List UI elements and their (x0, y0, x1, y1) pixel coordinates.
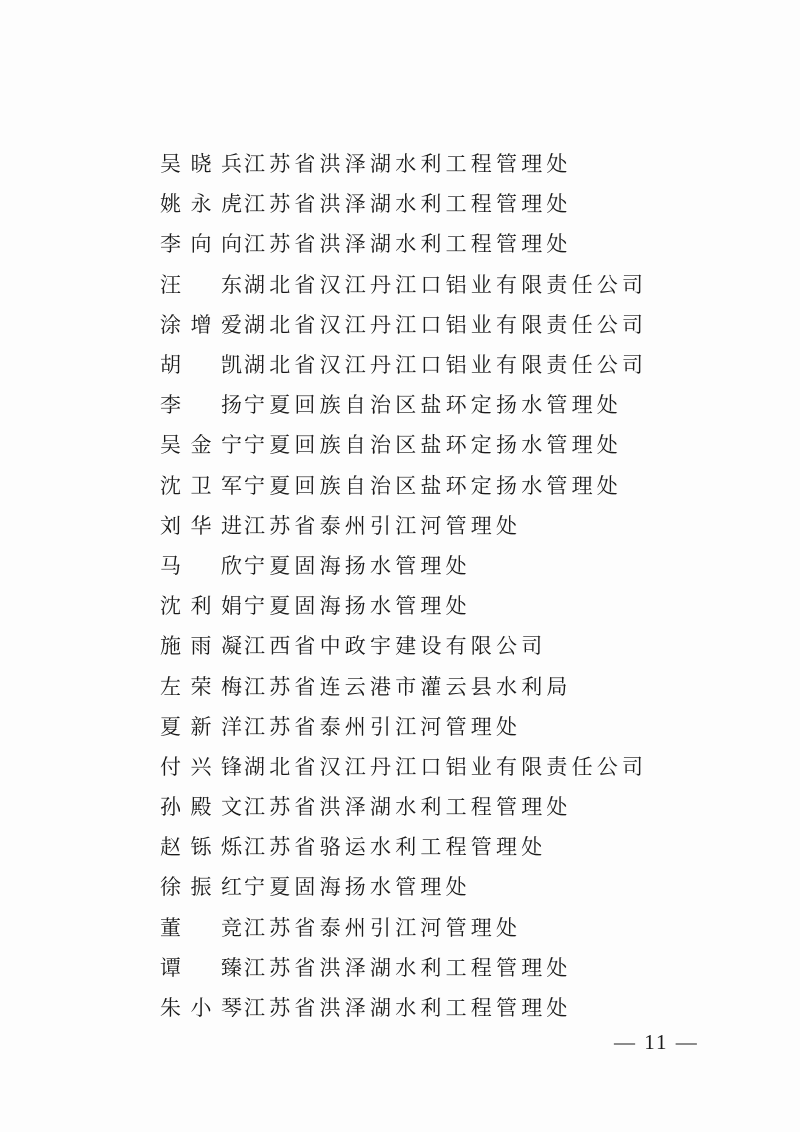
list-item (160, 625, 647, 665)
person-name: 谭臻 (160, 955, 244, 980)
honoree-list (160, 143, 647, 1027)
person-name: 付兴锋 (160, 754, 244, 779)
list-item (160, 947, 647, 987)
list-item (160, 826, 647, 866)
list-item (160, 304, 647, 344)
person-name: 李向向 (160, 232, 244, 257)
organization-name: 江苏省洪泽湖水利工程管理处 (244, 955, 572, 980)
organization-name: 湖北省汉江丹江口铝业有限责任公司 (244, 754, 648, 779)
list-item (160, 585, 647, 625)
person-name: 刘华进 (160, 513, 244, 538)
organization-name: 湖北省汉江丹江口铝业有限责任公司 (244, 272, 648, 297)
organization-name: 江苏省连云港市灌云县水利局 (244, 674, 572, 699)
person-name: 李扬 (160, 393, 244, 418)
list-item (160, 143, 647, 183)
person-name: 赵铄烁 (160, 835, 244, 860)
organization-name: 江苏省泰州引江河管理处 (244, 915, 522, 940)
organization-name: 江苏省洪泽湖水利工程管理处 (244, 152, 572, 177)
list-item (160, 183, 647, 223)
list-item (160, 665, 647, 705)
person-name: 施雨凝 (160, 634, 244, 659)
list-item (160, 786, 647, 826)
organization-name: 湖北省汉江丹江口铝业有限责任公司 (244, 353, 648, 378)
person-name: 吴晓兵 (160, 152, 244, 177)
list-item (160, 907, 647, 947)
person-name: 左荣梅 (160, 674, 244, 699)
organization-name: 江苏省泰州引江河管理处 (244, 714, 522, 739)
organization-name: 江苏省泰州引江河管理处 (244, 513, 522, 538)
list-item (160, 424, 647, 464)
person-name: 吴金宁 (160, 433, 244, 458)
organization-name: 江苏省洪泽湖水利工程管理处 (244, 232, 572, 257)
list-item (160, 465, 647, 505)
person-name: 徐振红 (160, 875, 244, 900)
list-item (160, 344, 647, 384)
list-item (160, 987, 647, 1027)
organization-name: 江苏省骆运水利工程管理处 (244, 835, 547, 860)
organization-name: 江西省中政宇建设有限公司 (244, 634, 547, 659)
list-item (160, 505, 647, 545)
organization-name: 宁夏回族自治区盐环定扬水管理处 (244, 393, 622, 418)
list-item (160, 545, 647, 585)
person-name: 朱小琴 (160, 996, 244, 1021)
person-name: 沈卫军 (160, 473, 244, 498)
organization-name: 宁夏回族自治区盐环定扬水管理处 (244, 433, 622, 458)
list-item (160, 264, 647, 304)
organization-name: 江苏省洪泽湖水利工程管理处 (244, 192, 572, 217)
person-name: 姚永虎 (160, 192, 244, 217)
person-name: 涂增爱 (160, 312, 244, 337)
page-number: — 11 — (614, 1030, 699, 1054)
list-item (160, 223, 647, 263)
organization-name: 江苏省洪泽湖水利工程管理处 (244, 795, 572, 820)
person-name: 孙殿文 (160, 795, 244, 820)
organization-name: 湖北省汉江丹江口铝业有限责任公司 (244, 312, 648, 337)
organization-name: 宁夏回族自治区盐环定扬水管理处 (244, 473, 622, 498)
person-name: 马欣 (160, 553, 244, 578)
person-name: 汪东 (160, 272, 244, 297)
list-item (160, 706, 647, 746)
person-name: 胡凯 (160, 353, 244, 378)
organization-name: 宁夏固海扬水管理处 (244, 875, 471, 900)
list-item (160, 746, 647, 786)
organization-name: 宁夏固海扬水管理处 (244, 553, 471, 578)
person-name: 沈利娟 (160, 594, 244, 619)
organization-name: 宁夏固海扬水管理处 (244, 594, 471, 619)
person-name: 董竞 (160, 915, 244, 940)
organization-name: 江苏省洪泽湖水利工程管理处 (244, 996, 572, 1021)
person-name: 夏新洋 (160, 714, 244, 739)
list-item (160, 866, 647, 906)
list-item (160, 384, 647, 424)
